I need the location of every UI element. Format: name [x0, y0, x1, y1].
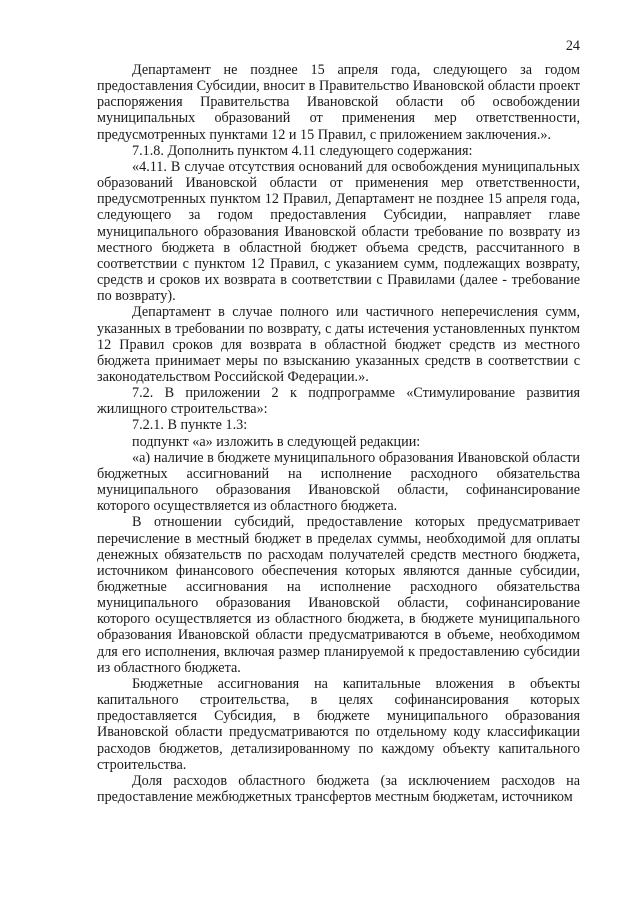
paragraph: Доля расходов областного бюджета (за исключением расходов на предоставление межбюджетных трансфертов местным бюджетам, источником: [97, 772, 580, 806]
paragraph: В отношении субсидий, предоставление которых предусматривает перечисление в местный бюджет в пределах суммы, необходимой для оплаты денежных обязательств по расходам получателей средств местного бюджета, источником финансового обеспечения которых являются данные субсидии, бюджетные ассигнования на исполнение расходного обязательства муниципального образования Ивановской области, софинансирование которого осуществляется из областного бюджета, в бюджете муниципального образования Ивановской области предусматриваются в объеме, необходимом для его исполнения, включая размер планируемой к предоставлению субсидии из областного бюджета.: [97, 514, 580, 676]
document-body: [97, 62, 580, 805]
paragraph: 7.2. В приложении 2 к подпрограмме «Стимулирование развития жилищного строительства»:: [97, 385, 580, 418]
paragraph: Департамент не позднее 15 апреля года, следующего за годом предоставления Субсидии, вносит в Правительство Ивановской области проект распоряжения Правительства Ивановской области об освобождении муниципальных образований от применения мер ответственности, предусмотренных пунктами 12 и 15 Правил, с приложением заключения.».: [97, 62, 580, 143]
paragraph: «4.11. В случае отсутствия оснований для освобождения муниципальных образований Ивановской области от применения мер ответственности, предусмотренных пунктом 12 Правил, Департамент не позднее 15 апреля года, следующего за годом предоставления Субсидии, направляет главе муниципального образования Ивановской области требование по возврату из местного бюджета в областной бюджет объема средств, рассчитанного в соответствии с пунктом 12 Правил, с указанием сумм, подлежащих возврату, средств и сроков их возврата в соответствии с Правилами (далее - требование по возврату).: [97, 158, 580, 305]
paragraph: Бюджетные ассигнования на капитальные вложения в объекты капитального строительства, в целях софинансирования которых предоставляется Субсидия, в бюджете муниципального образования Ивановской области предусматриваются по отдельному коду классификации расходов бюджетов, детализированному по каждому объекту капитального строительства.: [97, 675, 580, 773]
paragraph: «а) наличие в бюджете муниципального образования Ивановской области бюджетных ассигнований на исполнение расходного обязательства муниципального образования Ивановской области, софинансирование которого осуществляется из областного бюджета.: [97, 449, 580, 515]
paragraph: 7.2.1. В пункте 1.3:: [132, 417, 248, 434]
paragraph: 7.1.8. Дополнить пунктом 4.11 следующего содержания:: [132, 142, 473, 159]
page-number: 24: [565, 38, 580, 54]
paragraph: Департамент в случае полного или частичного неперечисления сумм, указанных в требовании по возврату, с даты истечения установленных пунктом 12 Правил сроков для возврата в областной бюджет средств из местного бюджета принимает меры по взысканию указанных средств в соответствии с законодательством Российской Федерации.».: [97, 304, 580, 385]
paragraph: подпункт «а» изложить в следующей редакции:: [132, 433, 421, 450]
